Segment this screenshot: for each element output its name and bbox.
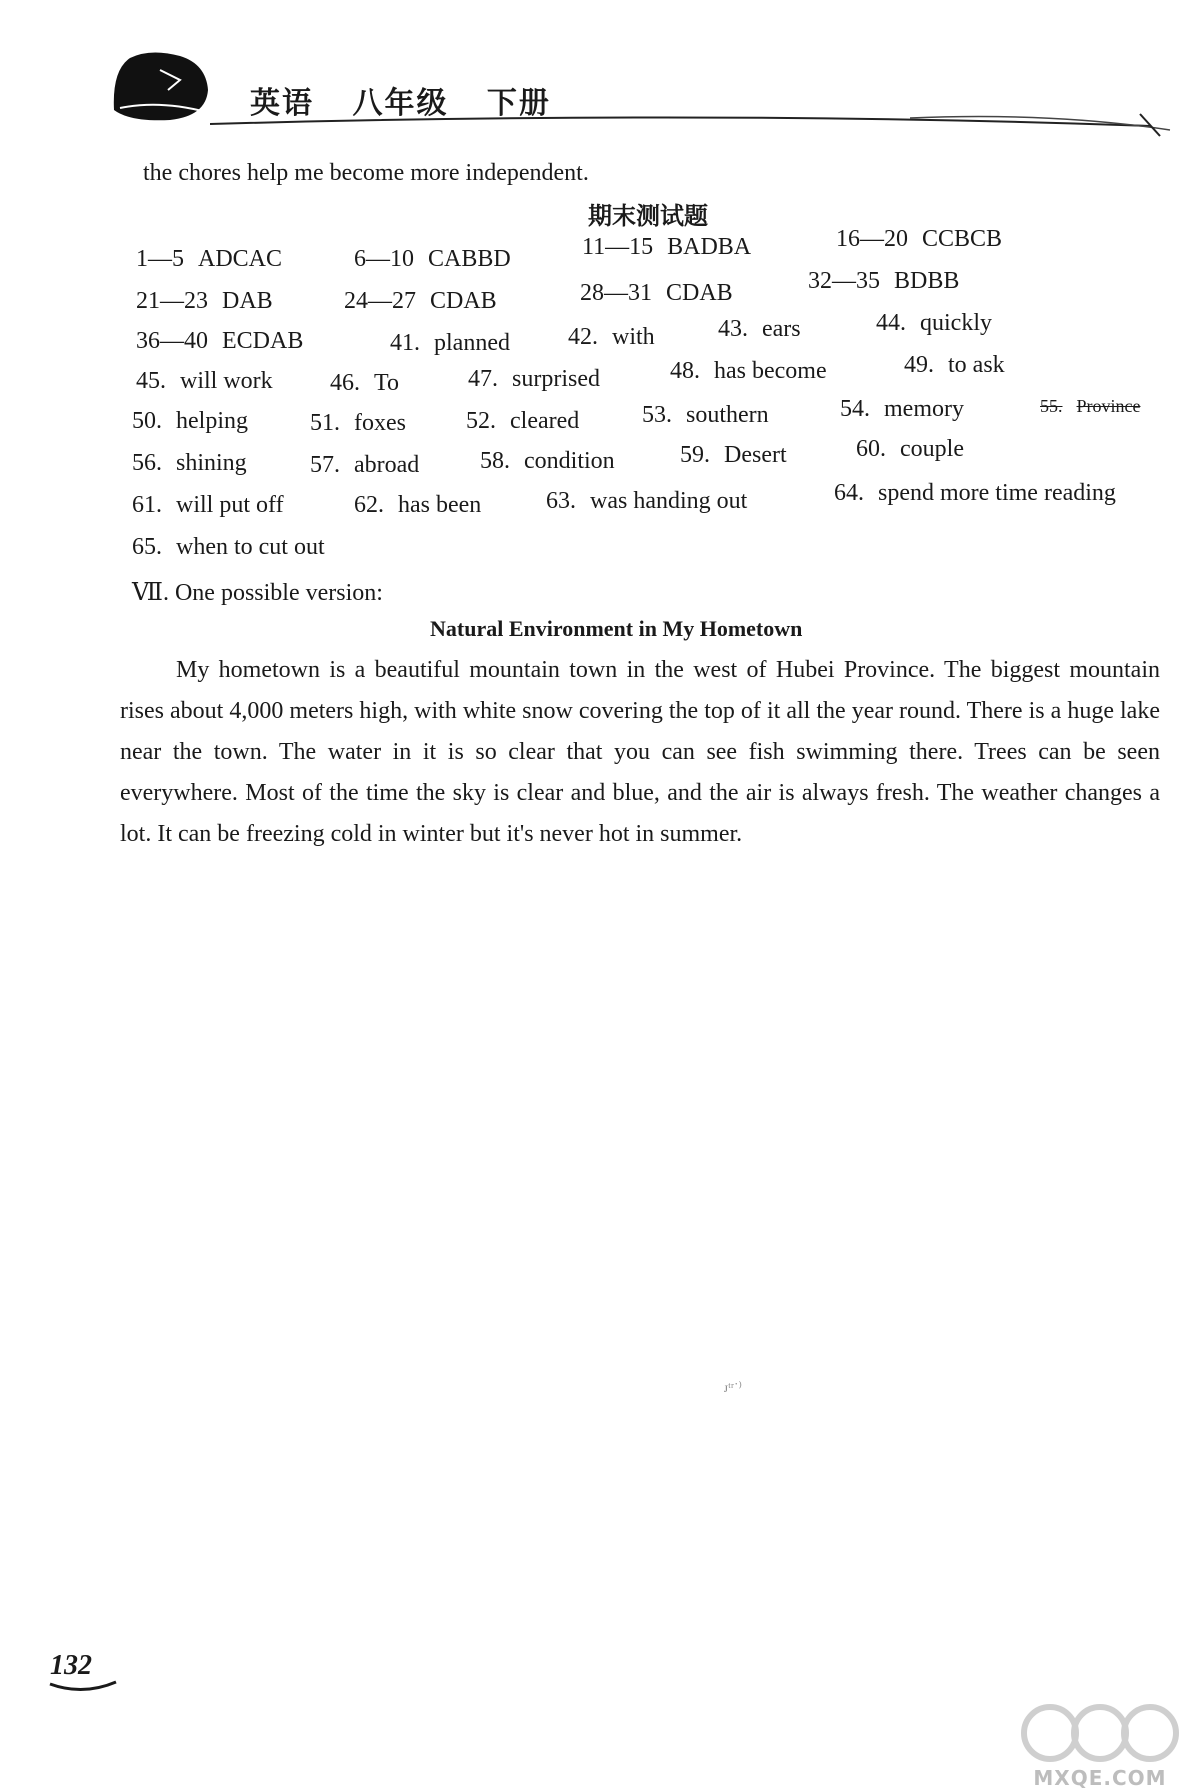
- book-logo-icon: [110, 50, 210, 122]
- answer-45: 45. will work: [136, 368, 273, 394]
- answer-41: 41. planned: [390, 330, 510, 356]
- answer-48: 48. has become: [670, 358, 827, 384]
- answer-47: 47. surprised: [468, 366, 600, 392]
- header-subject: 英语: [250, 86, 314, 121]
- answer-44: 44. quickly: [876, 310, 992, 336]
- answer-61: 61. will put off: [132, 492, 284, 518]
- answer-1-5: 1—5 ADCAC: [136, 246, 283, 272]
- header-grade: 八年级: [352, 86, 449, 121]
- answer-59: 59. Desert: [680, 442, 787, 468]
- answer-42: 42. with: [568, 324, 655, 350]
- essay-body: [120, 650, 1160, 855]
- section-title: 期末测试题: [588, 202, 708, 230]
- header-volume: 下册: [486, 86, 551, 121]
- answer-50: 50. helping: [132, 408, 248, 434]
- watermark-text: MXQE.COM: [1033, 1766, 1167, 1790]
- version-line: Ⅶ. One possible version:: [132, 580, 383, 606]
- answer-46: 46. To: [330, 370, 399, 396]
- answer-51: 51. foxes: [310, 410, 406, 436]
- answer-24-27: 24—27 CDAB: [344, 288, 497, 314]
- answer-52: 52. cleared: [466, 408, 580, 434]
- page-header: [110, 40, 1190, 130]
- answer-16-20: 16—20 CCBCB: [836, 226, 1003, 252]
- answer-57: 57. abroad: [310, 452, 420, 478]
- answer-55: 55. Province: [1040, 396, 1141, 416]
- answer-32-35: 32—35 BDBB: [808, 268, 960, 294]
- page-number: 132: [50, 1650, 92, 1681]
- answer-64: 64. spend more time reading: [834, 480, 1116, 506]
- header-rule: [210, 100, 1190, 140]
- faint-mark: ᴊᵗʳ˙⁾: [724, 1381, 742, 1396]
- answer-58: 58. condition: [480, 448, 615, 474]
- answer-65: 65. when to cut out: [132, 534, 325, 560]
- answer-28-31: 28—31 CDAB: [580, 280, 733, 306]
- answer-21-23: 21—23 DAB: [136, 288, 273, 314]
- answer-36-40: 36—40 ECDAB: [136, 328, 304, 354]
- intro-line: the chores help me become more independent.: [143, 160, 589, 186]
- answer-63: 63. was handing out: [546, 488, 748, 514]
- answer-11-15: 11—15 BADBA: [582, 234, 752, 260]
- answer-62: 62. has been: [354, 492, 482, 518]
- watermark-logo-icon: [1010, 1700, 1190, 1766]
- answer-53: 53. southern: [642, 402, 769, 428]
- answer-43: 43. ears: [718, 316, 801, 342]
- answer-54: 54. memory: [840, 396, 964, 422]
- watermark: [1010, 1700, 1190, 1792]
- answer-49: 49. to ask: [904, 352, 1005, 378]
- answer-56: 56. shining: [132, 450, 247, 476]
- page-number-swoosh: [48, 1680, 118, 1694]
- essay-title: Natural Environment in My Hometown: [430, 616, 803, 641]
- answer-6-10: 6—10 CABBD: [354, 246, 511, 272]
- answer-60: 60. couple: [856, 436, 964, 462]
- essay-paragraph: My hometown is a beautiful mountain town in the west of Hubei Province. The biggest mountain rises about 4,000 meters high, with white snow covering the top of it all the year round. There is a huge lake near the town. The water in it is so clear that you can see fish swimming there. Trees can be seen everywhere. Most of the time the sky is clear and blue, and the air is always fresh. The weather changes a lot. It can be freezing cold in winter but it's never hot in summer.: [120, 657, 1160, 847]
